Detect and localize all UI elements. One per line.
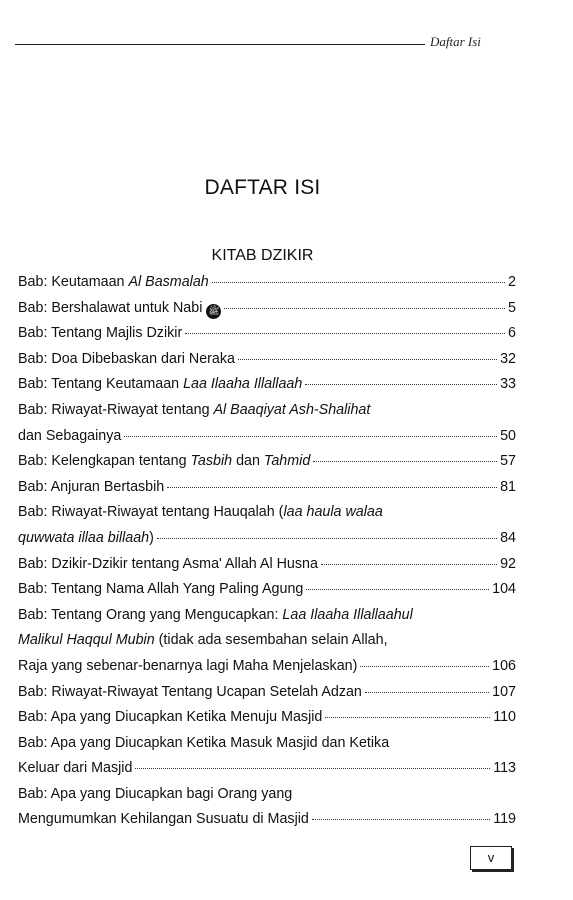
entry-text: ) xyxy=(149,529,154,546)
entry-text: Raja yang sebenar-benarnya lagi Maha Menjelaskan) xyxy=(18,657,358,674)
entry-text: Bab: Keutamaan xyxy=(18,274,129,290)
dot-leader xyxy=(212,282,505,283)
entry-text: Keluar dari Masjid xyxy=(18,760,133,777)
entry-text: Bab: Anjuran Bertasbih xyxy=(18,478,165,495)
dot-leader xyxy=(365,692,489,693)
entry-text: Bab: Dzikir-Dzikir tentang Asma' Allah Al Husna xyxy=(18,555,318,572)
toc-entry-multiline[interactable] xyxy=(18,398,516,449)
entry-text: dan xyxy=(232,453,264,470)
page-number: 81 xyxy=(500,478,516,495)
entry-italic: Tasbih xyxy=(190,453,233,470)
toc-entry[interactable] xyxy=(18,372,516,398)
entry-text: Bab: Tentang Orang yang Mengucapkan: xyxy=(18,606,283,623)
page-number: 107 xyxy=(492,683,516,700)
toc-entry[interactable] xyxy=(18,296,516,322)
dot-leader xyxy=(360,666,489,667)
entry-text: Bab: Riwayat-Riwayat tentang xyxy=(18,401,214,418)
dot-leader xyxy=(306,589,489,590)
dot-leader xyxy=(321,564,497,565)
dot-leader xyxy=(312,819,490,820)
page-number-box: v xyxy=(470,846,512,870)
page-number: 32 xyxy=(500,350,516,367)
entry-italic: Al Basmalah xyxy=(128,274,209,290)
running-header: Daftar Isi xyxy=(430,34,481,49)
entry-text: Bab: Tentang Keutamaan xyxy=(18,376,184,393)
entry-text: Mengumumkan Kehilangan Susuatu di Masjid xyxy=(18,811,309,828)
page-number: 2 xyxy=(508,274,516,290)
section-title: KITAB DZIKIR xyxy=(211,247,314,264)
entry-italic: Malikul Haqqul Mubin xyxy=(18,632,155,649)
dot-leader xyxy=(124,436,497,437)
salawat-symbol-icon: ﷺ xyxy=(206,304,221,319)
toc-entry[interactable] xyxy=(18,552,516,578)
page-number: 6 xyxy=(508,325,516,342)
page-number: 113 xyxy=(493,760,516,777)
dot-leader xyxy=(325,717,490,718)
dot-leader xyxy=(305,384,497,385)
toc-entry[interactable] xyxy=(18,270,516,296)
toc-entry[interactable] xyxy=(18,475,516,501)
entry-text: Bab: Apa yang Diucapkan Ketika Menuju Masjid xyxy=(18,709,323,726)
entry-italic: Laa Ilaaha Illallaahul xyxy=(282,606,413,623)
toc-entry[interactable] xyxy=(18,321,516,347)
toc-entry[interactable] xyxy=(18,347,516,373)
page-title: DAFTAR ISI xyxy=(204,176,321,199)
dot-leader xyxy=(135,768,490,769)
toc-entry[interactable] xyxy=(18,577,516,603)
entry-text: (tidak ada sesembahan selain Allah, xyxy=(154,632,388,649)
entry-text: dan Sebagainya xyxy=(18,427,122,444)
entry-text: Bab: Doa Dibebaskan dari Neraka xyxy=(18,350,235,367)
page-number: 33 xyxy=(500,376,516,393)
dot-leader xyxy=(185,333,505,334)
dot-leader xyxy=(167,487,497,488)
entry-text: Bab: Tentang Majlis Dzikir xyxy=(18,325,183,342)
entry-text: Bab: Kelengkapan tentang xyxy=(18,453,191,470)
entry-text: Bab: Riwayat-Riwayat tentang Hauqalah ( xyxy=(18,504,284,521)
page-number: 104 xyxy=(492,581,516,598)
toc-entry[interactable] xyxy=(18,449,516,475)
dot-leader xyxy=(238,359,497,360)
toc-entry-multiline[interactable] xyxy=(18,500,516,551)
page-number: 50 xyxy=(500,427,516,444)
entry-italic: Al Baaqiyat Ash-Shalihat xyxy=(213,401,371,418)
entry-italic: laa haula walaa xyxy=(283,504,383,521)
page-number: 119 xyxy=(493,811,516,828)
page-number: 92 xyxy=(500,555,516,572)
header-rule xyxy=(15,44,425,45)
toc-entry-multiline[interactable] xyxy=(18,731,516,782)
table-of-contents xyxy=(18,270,516,833)
toc-entry-multiline[interactable] xyxy=(18,782,516,833)
dot-leader xyxy=(224,308,505,309)
entry-text: Bab: Apa yang Diucapkan Ketika Masuk Masjid dan Ketika xyxy=(18,734,390,751)
entry-text: Bab: Riwayat-Riwayat Tentang Ucapan Setelah Adzan xyxy=(18,683,362,700)
toc-entry[interactable] xyxy=(18,705,516,731)
page-number: 106 xyxy=(492,657,516,674)
toc-entry[interactable] xyxy=(18,680,516,706)
entry-text: Bab: Apa yang Diucapkan bagi Orang yang xyxy=(18,785,293,802)
page-number: 57 xyxy=(500,453,516,470)
page-number: 110 xyxy=(493,709,516,726)
entry-text: Bab: Bershalawat untuk Nabi xyxy=(18,299,203,316)
dot-leader xyxy=(313,461,497,462)
dot-leader xyxy=(157,538,497,539)
entry-italic: Laa Ilaaha Illallaah xyxy=(183,376,303,393)
entry-italic: quwwata illaa billaah xyxy=(18,529,150,546)
page-number: 84 xyxy=(500,529,516,546)
entry-italic: Tahmid xyxy=(263,453,311,470)
toc-entry-multiline[interactable] xyxy=(18,603,516,680)
page-number: 5 xyxy=(508,299,516,316)
entry-text: Bab: Tentang Nama Allah Yang Paling Agung xyxy=(18,581,304,598)
